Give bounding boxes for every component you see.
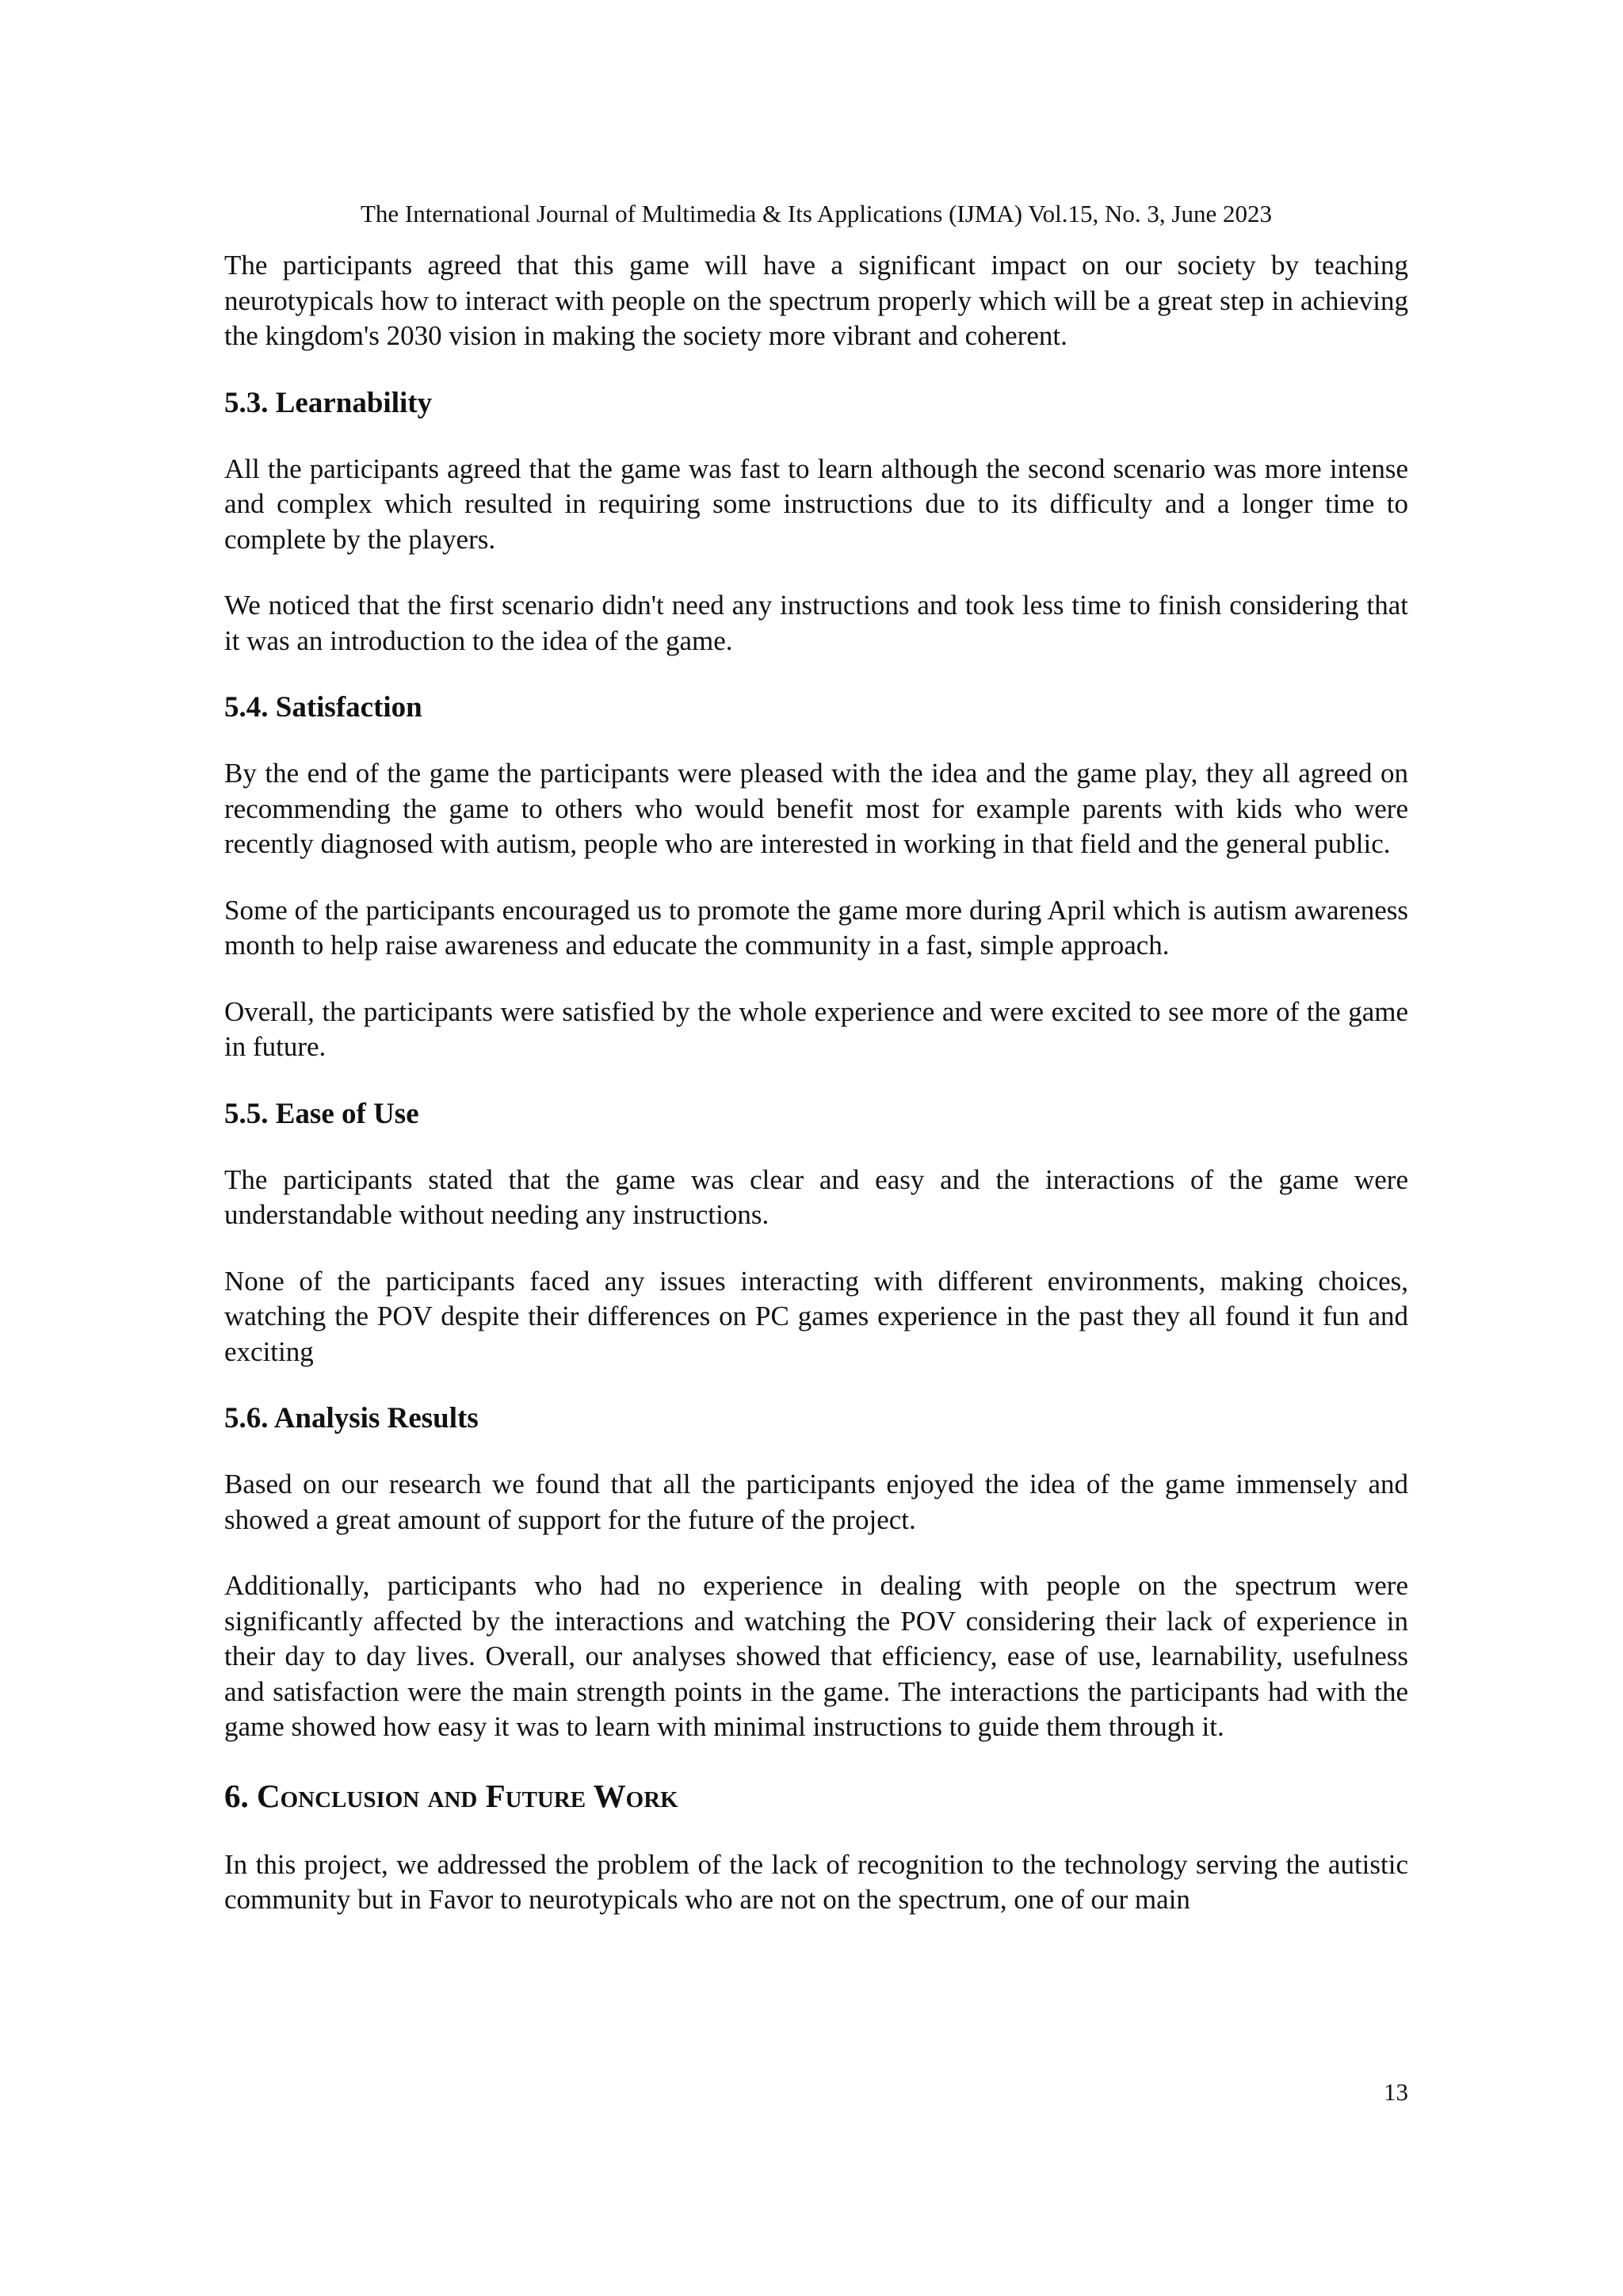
learnability-paragraph-1: All the participants agreed that the game was fast to learn although the second scenario was more intense and complex which resulted in requiring some instructions due to its difficulty and a longer time to complete by the players. [224,453,1408,555]
analysis-paragraph-1: Based on our research we found that all the participants enjoyed the idea of the game immensely and showed a great amount of support for the future of the project. [224,1469,1408,1535]
satisfaction-paragraph-1: By the end of the game the participants were pleased with the idea and the game play, they all agreed on recommending the game to others who would benefit most for example parents with kids who were recently diagnosed with autism, people who are interested in working in that field and the general public. [224,758,1408,859]
section-heading-analysis-results: 5.6. Analysis Results [224,1402,479,1435]
ease-of-use-paragraph-1: The participants stated that the game was clear and easy and the interactions of the game were understandable without needing any instructions. [224,1163,1408,1230]
satisfaction-paragraph-3: Overall, the participants were satisfied by the whole experience and were excited to see more of the game in future. [224,995,1408,1062]
page-number: 13 [1384,2078,1408,2106]
body-content [224,248,1408,1949]
section-heading-learnability: 5.3. Learnability [224,386,433,419]
conclusion-paragraph-1: In this project, we addressed the problem of the lack of recognition to the technology serving the autistic community but in Favor to neurotypicals who are not on the spectrum, one of our main [224,1848,1408,1915]
section-heading-conclusion [224,1776,1408,1816]
ease-of-use-paragraph-2: None of the participants faced any issues interacting with different environments, making choices, watching the POV despite their differences on PC games experience in the past they all found it fun and exciting [224,1265,1408,1367]
section-heading-ease-of-use: 5.5. Ease of Use [224,1097,419,1130]
section-heading-satisfaction: 5.4. Satisfaction [224,691,422,724]
learnability-paragraph-2: We noticed that the first scenario didn't need any instructions and took less time to finish considering that it was an introduction to the idea of the game. [224,590,1408,656]
conclusion-heading-text: 6. Conclusion and Future Work [224,1777,678,1814]
running-header: The International Journal of Multimedia & Its Applications (IJMA) Vol.15, No. 3, June 2023 [360,200,1272,227]
intro-paragraph: The participants agreed that this game will have a significant impact on our society by teaching neurotypicals how to interact with people on the spectrum properly which will be a great step in achieving the kingdom's 2030 vision in making the society more vibrant and coherent. [224,250,1408,351]
satisfaction-paragraph-2: Some of the participants encouraged us to promote the game more during April which is autism awareness month to help raise awareness and educate the community in a fast, simple approach. [224,894,1408,961]
analysis-paragraph-2: Additionally, participants who had no experience in dealing with people on the spectrum were significantly affected by the interactions and watching the POV considering their lack of experience in their day to day lives. Overall, our analyses showed that efficiency, ease of use, learnability, usefulness and satisfaction were the main strength points in the game. The interactions the participants had with the game showed how easy it was to learn with minimal instructions to guide them through it. [224,1570,1408,1742]
